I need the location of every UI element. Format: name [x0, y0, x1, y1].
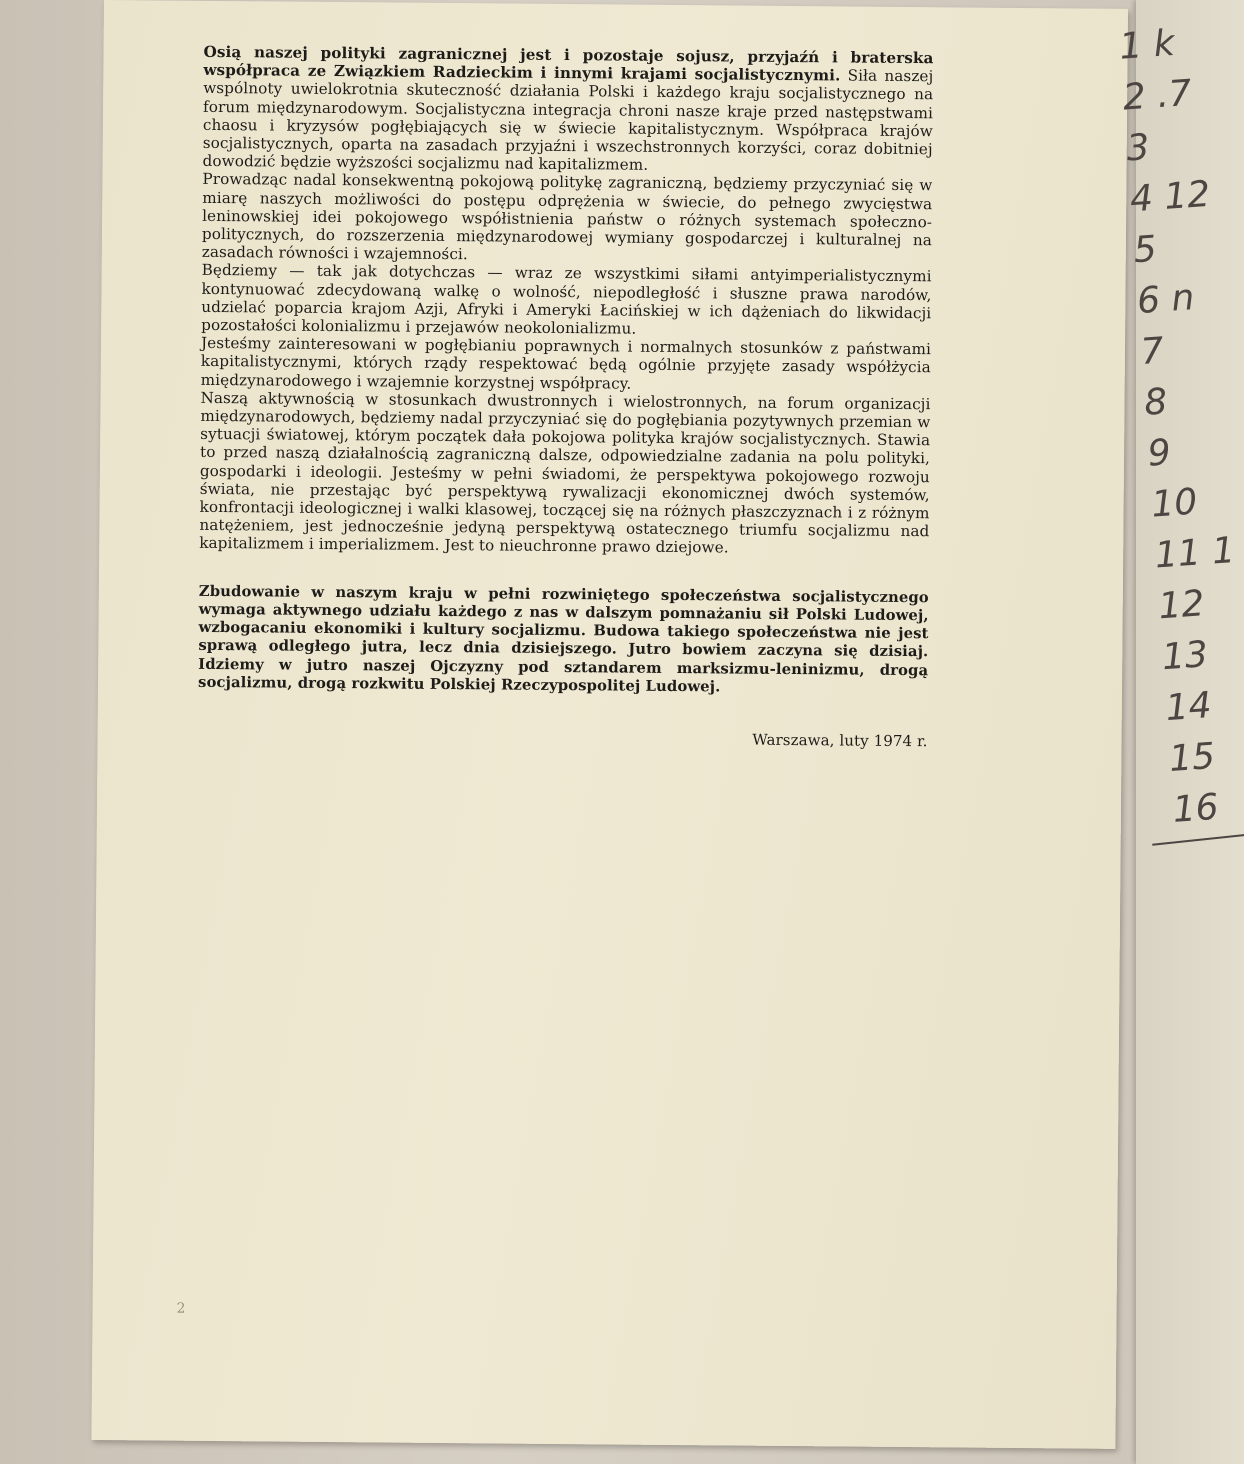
- paragraph-5: Naszą aktywnością w stosunkach dwustronnych i wielostronnych, na forum organizacji międzynarodowych, będziemy nadal przyczyniać się do pogłębiania pozytywnych przemian w sytuacji światowej, którym początek dała pokojowa polityka krajów socjalistycznych. Stawia to przed naszą działalnością zagraniczną dalsze, odpowiedzialne zadania na polu polityki, gospodarki i ideologii. Jesteśmy w pełni świadomi, że perspektywa pokojowego rozwoju świata, nie przestając być perspektywą rywalizacji ekonomicznej dwóch systemów, konfrontacji ideologicznej i walki klasowej, toczącej się na różnych płaszczyznach i z różnym natężeniem, jest jednocześnie jedyną perspektywą ostatecznego triumfu socjalizmu nad kapitalizmem i imperializmem. Jest to nieuchronne prawo dziejowe.: [199, 388, 931, 557]
- paragraph-1: [203, 43, 934, 177]
- note-line: 16: [1171, 786, 1220, 831]
- paragraph-3: Będziemy — tak jak dotychczas — wraz ze wszystkimi siłami antyimperialistycznymi kontynuować zdecydowaną walkę o wolność, niepodległość i słuszne prawa narodów, udzielać poparcia krajom Azji, Afryki i Ameryki Łacińskiej w ich dążeniach do likwidacji pozostałości kolonializmu i przejawów neokolonializmu.: [201, 261, 932, 338]
- paragraph-4: Jesteśmy zainteresowani w pogłębianiu poprawnych i normalnych stosunków z państwami kapitalistycznymi, których rządy respektować będą ogólnie przyjęte zasady współżycia międzynarodowego i wzajemnie korzystnej współpracy.: [200, 334, 932, 393]
- note-line: 3: [1125, 126, 1151, 170]
- final-bold-paragraph: Zbudowanie w naszym kraju w pełni rozwiniętego społeczeństwa socjalistycznego wymaga aktywnego udziału każdego z nas w dalszym pomnażaniu sił Polski Ludowej, wzbogacaniu ekonomiki i kultury socjalizmu. Budowa takiego społeczeństwa nie jest sprawą odległego jutra, lecz dnia dzisiejszego. Jutro bowiem zaczyna się dzisiaj. Idziemy w jutro naszej Ojczyzny pod sztandarem marksizmu-leninizmu, drogą socjalizmu, drogą rozkwitu Polskiej Rzeczypospolitej Ludowej.: [197, 582, 929, 696]
- document-page: [91, 0, 1128, 1449]
- note-line: 4 12: [1128, 173, 1212, 221]
- note-line: 12: [1157, 583, 1206, 628]
- note-line: 15: [1167, 735, 1217, 780]
- note-line: 7: [1139, 330, 1166, 373]
- note-line: 10: [1150, 481, 1199, 526]
- note-line: 14: [1164, 684, 1213, 730]
- note-line: 2 .7: [1121, 72, 1193, 119]
- page-number: 2: [176, 1300, 186, 1317]
- paragraph-1-rest: Siła naszej wspólnoty uwielokrotnia skuteczność działania Polski i każdego kraju socjalistycznego na forum międzynarodowym. Socjalistyczna integracja chroni nasze kraje przed następstwami chaosu i kryzysów pogłębiających się w świecie kapitalistycznym. Współpraca krajów socjalistycznych, oparta na zasadach przyjaźni i wszechstronnych korzyści, coraz dobitniej dowodzić będzie wyższości socjalizmu nad kapitalizmem.: [202, 66, 934, 174]
- note-line: 11 1: [1153, 529, 1237, 577]
- note-line: 1 k: [1117, 22, 1176, 68]
- lead-bold-text: Osią naszej polityki zagranicznej jest i pozostaje sojusz, przyjaźń i braterska współpraca ze Związkiem Radzieckim i innymi krajami socjalistycznymi.: [203, 42, 934, 85]
- paragraph-2: Prowadząc nadal konsekwentną pokojową politykę zagraniczną, będziemy przyczyniać się w miarę naszych możliwości do postępu odprężenia w świecie, do pełnego zwycięstwa leninowskiej idei pokojowego współistnienia państw o różnych systemach społeczno-politycznych, do rozszerzenia międzynarodowej wymiany gospodarczej i kulturalnej na zasadach równości i wzajemności.: [201, 170, 933, 264]
- note-line: 9: [1146, 432, 1173, 475]
- note-line: 5: [1132, 228, 1158, 272]
- note-line: 6 n: [1135, 277, 1196, 323]
- document-text: [198, 43, 934, 750]
- note-line: 8: [1142, 381, 1169, 424]
- place-date: Warszawa, luty 1974 r.: [752, 730, 928, 751]
- note-line: 13: [1160, 634, 1210, 679]
